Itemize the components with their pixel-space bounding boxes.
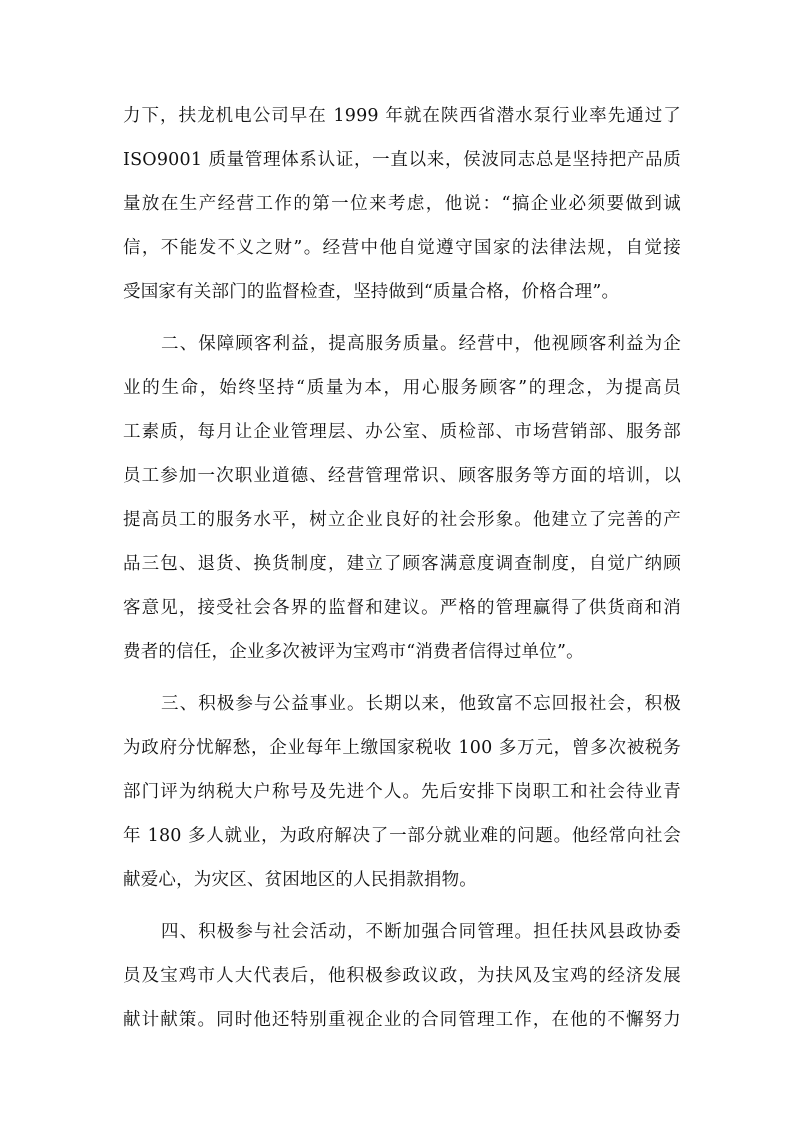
- paragraph-line: 三、积极参与公益事业。长期以来，他致富不忘回报社会，积极: [161, 694, 681, 714]
- paragraph-line: 费者的信任，企业多次被评为宝鸡市“消费者信得过单位”。: [123, 642, 584, 662]
- paragraph-line: 受国家有关部门的监督检查，坚持做到“质量合格，价格合理”。: [123, 282, 620, 302]
- paragraph-line: ISO9001 质量管理体系认证，一直以来，侯波同志总是坚持把产品质: [123, 150, 681, 170]
- paragraph-line: 量放在生产经营工作的第一位来考虑，他说：“搞企业必须要做到诚: [123, 194, 681, 214]
- paragraph-line: 业的生命，始终坚持“质量为本，用心服务顾客”的理念，为提高员: [123, 378, 681, 398]
- paragraph-line: 信，不能发不义之财”。经营中他自觉遵守国家的法律法规，自觉接: [123, 238, 681, 258]
- paragraph-line: 部门评为纳税大户称号及先进个人。先后安排下岗职工和社会待业青: [123, 782, 681, 802]
- paragraph-line: 为政府分忧解愁，企业每年上缴国家税收 100 多万元，曾多次被税务: [123, 738, 681, 758]
- paragraph-line: 客意见，接受社会各界的监督和建议。严格的管理赢得了供货商和消: [123, 598, 681, 618]
- paragraph-line: 力下，扶龙机电公司早在 1999 年就在陕西省潜水泵行业率先通过了: [123, 106, 681, 126]
- paragraph-line: 年 180 多人就业，为政府解决了一部分就业难的问题。他经常向社会: [123, 826, 681, 846]
- paragraph-line: 品三包、退货、换货制度，建立了顾客满意度调查制度，自觉广纳顾: [123, 554, 681, 574]
- paragraph-line: 员工参加一次职业道德、经营管理常识、顾客服务等方面的培训，以: [123, 466, 681, 486]
- paragraph-line: 工素质，每月让企业管理层、办公室、质检部、市场营销部、服务部: [123, 422, 681, 442]
- paragraph-line: 四、积极参与社会活动，不断加强合同管理。担任扶风县政协委: [161, 922, 681, 942]
- paragraph-line: 献爱心，为灾区、贫困地区的人民捐款捐物。: [123, 870, 477, 890]
- paragraph-line: 提高员工的服务水平，树立企业良好的社会形象。他建立了完善的产: [123, 510, 681, 530]
- paragraph-line: 二、保障顾客利益，提高服务质量。经营中，他视顾客利益为企: [161, 334, 681, 354]
- paragraph-line: 献计献策。同时他还特别重视企业的合同管理工作，在他的不懈努力: [123, 1010, 681, 1030]
- paragraph-line: 员及宝鸡市人大代表后，他积极参政议政，为扶风及宝鸡的经济发展: [123, 966, 681, 986]
